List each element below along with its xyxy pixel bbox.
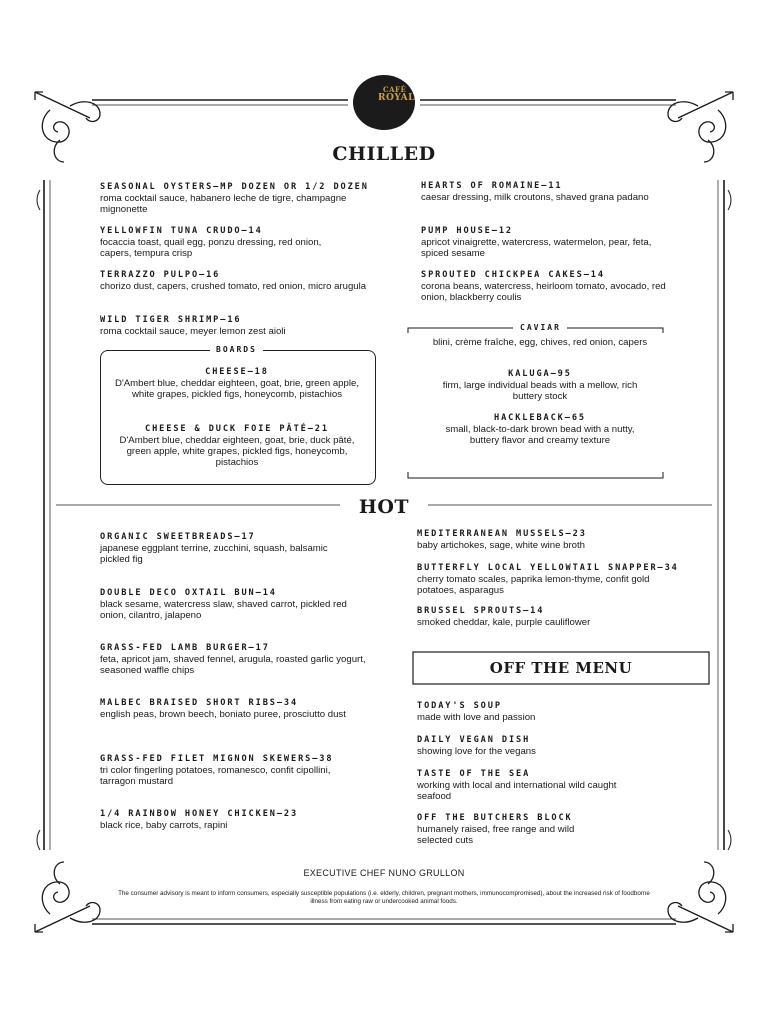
item-desc: corona beans, watercress, heirloom tomato, avocado, red onion, blackberry coulis <box>421 281 666 303</box>
menu-item <box>417 606 697 628</box>
menu-item <box>100 270 370 292</box>
caviar-intro <box>408 337 672 348</box>
item-desc: chorizo dust, capers, crushed tomato, red onion, micro arugula <box>100 281 367 292</box>
caviar-label: CAVIAR <box>514 323 567 332</box>
menu-item <box>100 532 340 565</box>
menu-item <box>421 226 671 259</box>
item-name: DOUBLE DECO OXTAIL BUN—14 <box>100 588 277 598</box>
item-name: BRUSSEL SPROUTS—14 <box>417 606 545 616</box>
item-name: HEARTS OF ROMAINE—11 <box>421 181 563 191</box>
boards-label: BOARDS <box>210 345 263 354</box>
item-name: MALBEC BRAISED SHORT RIBS—34 <box>100 698 299 708</box>
chilled-title: CHILLED <box>332 143 436 165</box>
item-name: DAILY VEGAN DISH <box>417 735 531 745</box>
menu-item <box>421 181 701 203</box>
item-desc: black sesame, watercress slaw, shaved carrot, pickled red onion, cilantro, jalapeno <box>100 599 347 621</box>
caviar-item <box>440 413 640 446</box>
cafe-royal-logo <box>353 75 415 130</box>
item-desc: caesar dressing, milk croutons, shaved grana padano <box>421 192 649 203</box>
item-desc: roma cocktail sauce, habanero leche de tigre, champagne mignonette <box>100 193 347 215</box>
item-name: TERRAZZO PULPO—16 <box>100 270 221 280</box>
item-name: BUTTERFLY LOCAL YELLOWTAIL SNAPPER—34 <box>417 563 679 573</box>
menu-item <box>100 754 350 787</box>
board-item <box>115 367 359 400</box>
menu-item <box>417 769 647 802</box>
hot-title: HOT <box>358 496 410 518</box>
item-desc: humanely raised, free range and wild selected cuts <box>417 824 575 846</box>
menu-item <box>100 643 380 676</box>
consumer-advisory: The consumer advisory is meant to inform consumers, especially susceptible populations (i.e. elderly, children, pregnant mothers, immunocompromised), about the increased risk of foodborne illness from eating raw or undercooked animal foods. <box>118 890 650 905</box>
item-desc: english peas, brown beech, boniato puree, prosciutto dust <box>100 709 346 720</box>
item-name: OFF THE BUTCHERS BLOCK <box>417 813 573 823</box>
menu-item <box>100 182 390 215</box>
item-name: YELLOWFIN TUNA CRUDO—14 <box>100 226 263 236</box>
menu-item <box>100 226 330 259</box>
board-item <box>115 424 359 468</box>
item-desc: small, black-to-dark brown bead with a nutty, buttery flavor and creamy texture <box>445 424 635 446</box>
logo-line-1: CAFÉ <box>383 85 407 94</box>
item-desc: apricot vinaigrette, watercress, watermelon, pear, feta, spiced sesame <box>421 237 652 259</box>
menu-item <box>100 588 360 621</box>
item-desc: D'Ambert blue, cheddar eighteen, goat, brie, duck pâté, green apple, white grapes, pickled figs, honeycomb, pistachios <box>119 435 355 468</box>
item-desc: baby artichokes, sage, white wine broth <box>417 540 585 551</box>
item-desc: cherry tomato scales, paprika lemon-thyme, confit gold potatoes, asparagus <box>417 574 650 596</box>
item-desc: D'Ambert blue, cheddar eighteen, goat, brie, green apple, white grapes, pickled figs, honeycomb, pistachios <box>115 378 359 400</box>
item-name: TASTE OF THE SEA <box>417 769 531 779</box>
item-name: CHEESE—18 <box>205 367 269 377</box>
item-desc: showing love for the vegans <box>417 746 536 757</box>
menu-item <box>417 701 687 723</box>
menu-item <box>100 698 350 720</box>
item-name: GRASS-FED LAMB BURGER—17 <box>100 643 270 653</box>
item-desc: made with love and passion <box>417 712 536 723</box>
item-desc: roma cocktail sauce, meyer lemon zest aioli <box>100 326 286 337</box>
item-name: SEASONAL OYSTERS—MP DOZEN OR 1/2 DOZEN <box>100 182 369 192</box>
executive-chef: EXECUTIVE CHEF NUNO GRULLON <box>303 868 465 878</box>
item-desc: black rice, baby carrots, rapini <box>100 820 228 831</box>
item-desc: working with local and international wild caught seafood <box>417 780 617 802</box>
caviar-item <box>440 369 640 402</box>
menu-item <box>417 813 607 846</box>
item-name: TODAY'S SOUP <box>417 701 502 711</box>
menu-item <box>100 809 350 831</box>
item-name: 1/4 RAINBOW HONEY CHICKEN—23 <box>100 809 299 819</box>
item-name: ORGANIC SWEETBREADS—17 <box>100 532 256 542</box>
item-desc: blini, crème fraîche, egg, chives, red onion, capers <box>432 337 648 348</box>
item-desc: firm, large individual beads with a mellow, rich buttery stock <box>442 380 638 402</box>
item-desc: tri color fingerling potatoes, romanesco, confit cipollini, tarragon mustard <box>100 765 331 787</box>
item-desc: focaccia toast, quail egg, ponzu dressing, red onion, capers, tempura crisp <box>100 237 322 259</box>
menu-item <box>417 529 697 551</box>
menu-item <box>421 270 671 303</box>
item-desc: japanese eggplant terrine, zucchini, squash, balsamic pickled fig <box>100 543 328 565</box>
item-name: SPROUTED CHICKPEA CAKES—14 <box>421 270 605 280</box>
item-desc: feta, apricot jam, shaved fennel, arugula, roasted garlic yogurt, seasoned waffle chips <box>100 654 366 676</box>
menu-item <box>417 735 687 757</box>
item-desc: smoked cheddar, kale, purple cauliflower <box>417 617 591 628</box>
item-name: CHEESE & DUCK FOIE PÂTÉ—21 <box>145 424 329 434</box>
item-name: KALUGA—95 <box>508 369 572 379</box>
off-menu-title: OFF THE MENU <box>489 659 633 677</box>
item-name: GRASS-FED FILET MIGNON SKEWERS—38 <box>100 754 334 764</box>
menu-item <box>100 315 390 337</box>
item-name: MEDITERRANEAN MUSSELS—23 <box>417 529 587 539</box>
item-name: HACKLEBACK—65 <box>494 413 586 423</box>
menu-item <box>417 563 679 596</box>
item-name: WILD TIGER SHRIMP—16 <box>100 315 242 325</box>
item-name: PUMP HOUSE—12 <box>421 226 513 236</box>
logo-line-2: ROYAL <box>378 93 415 103</box>
